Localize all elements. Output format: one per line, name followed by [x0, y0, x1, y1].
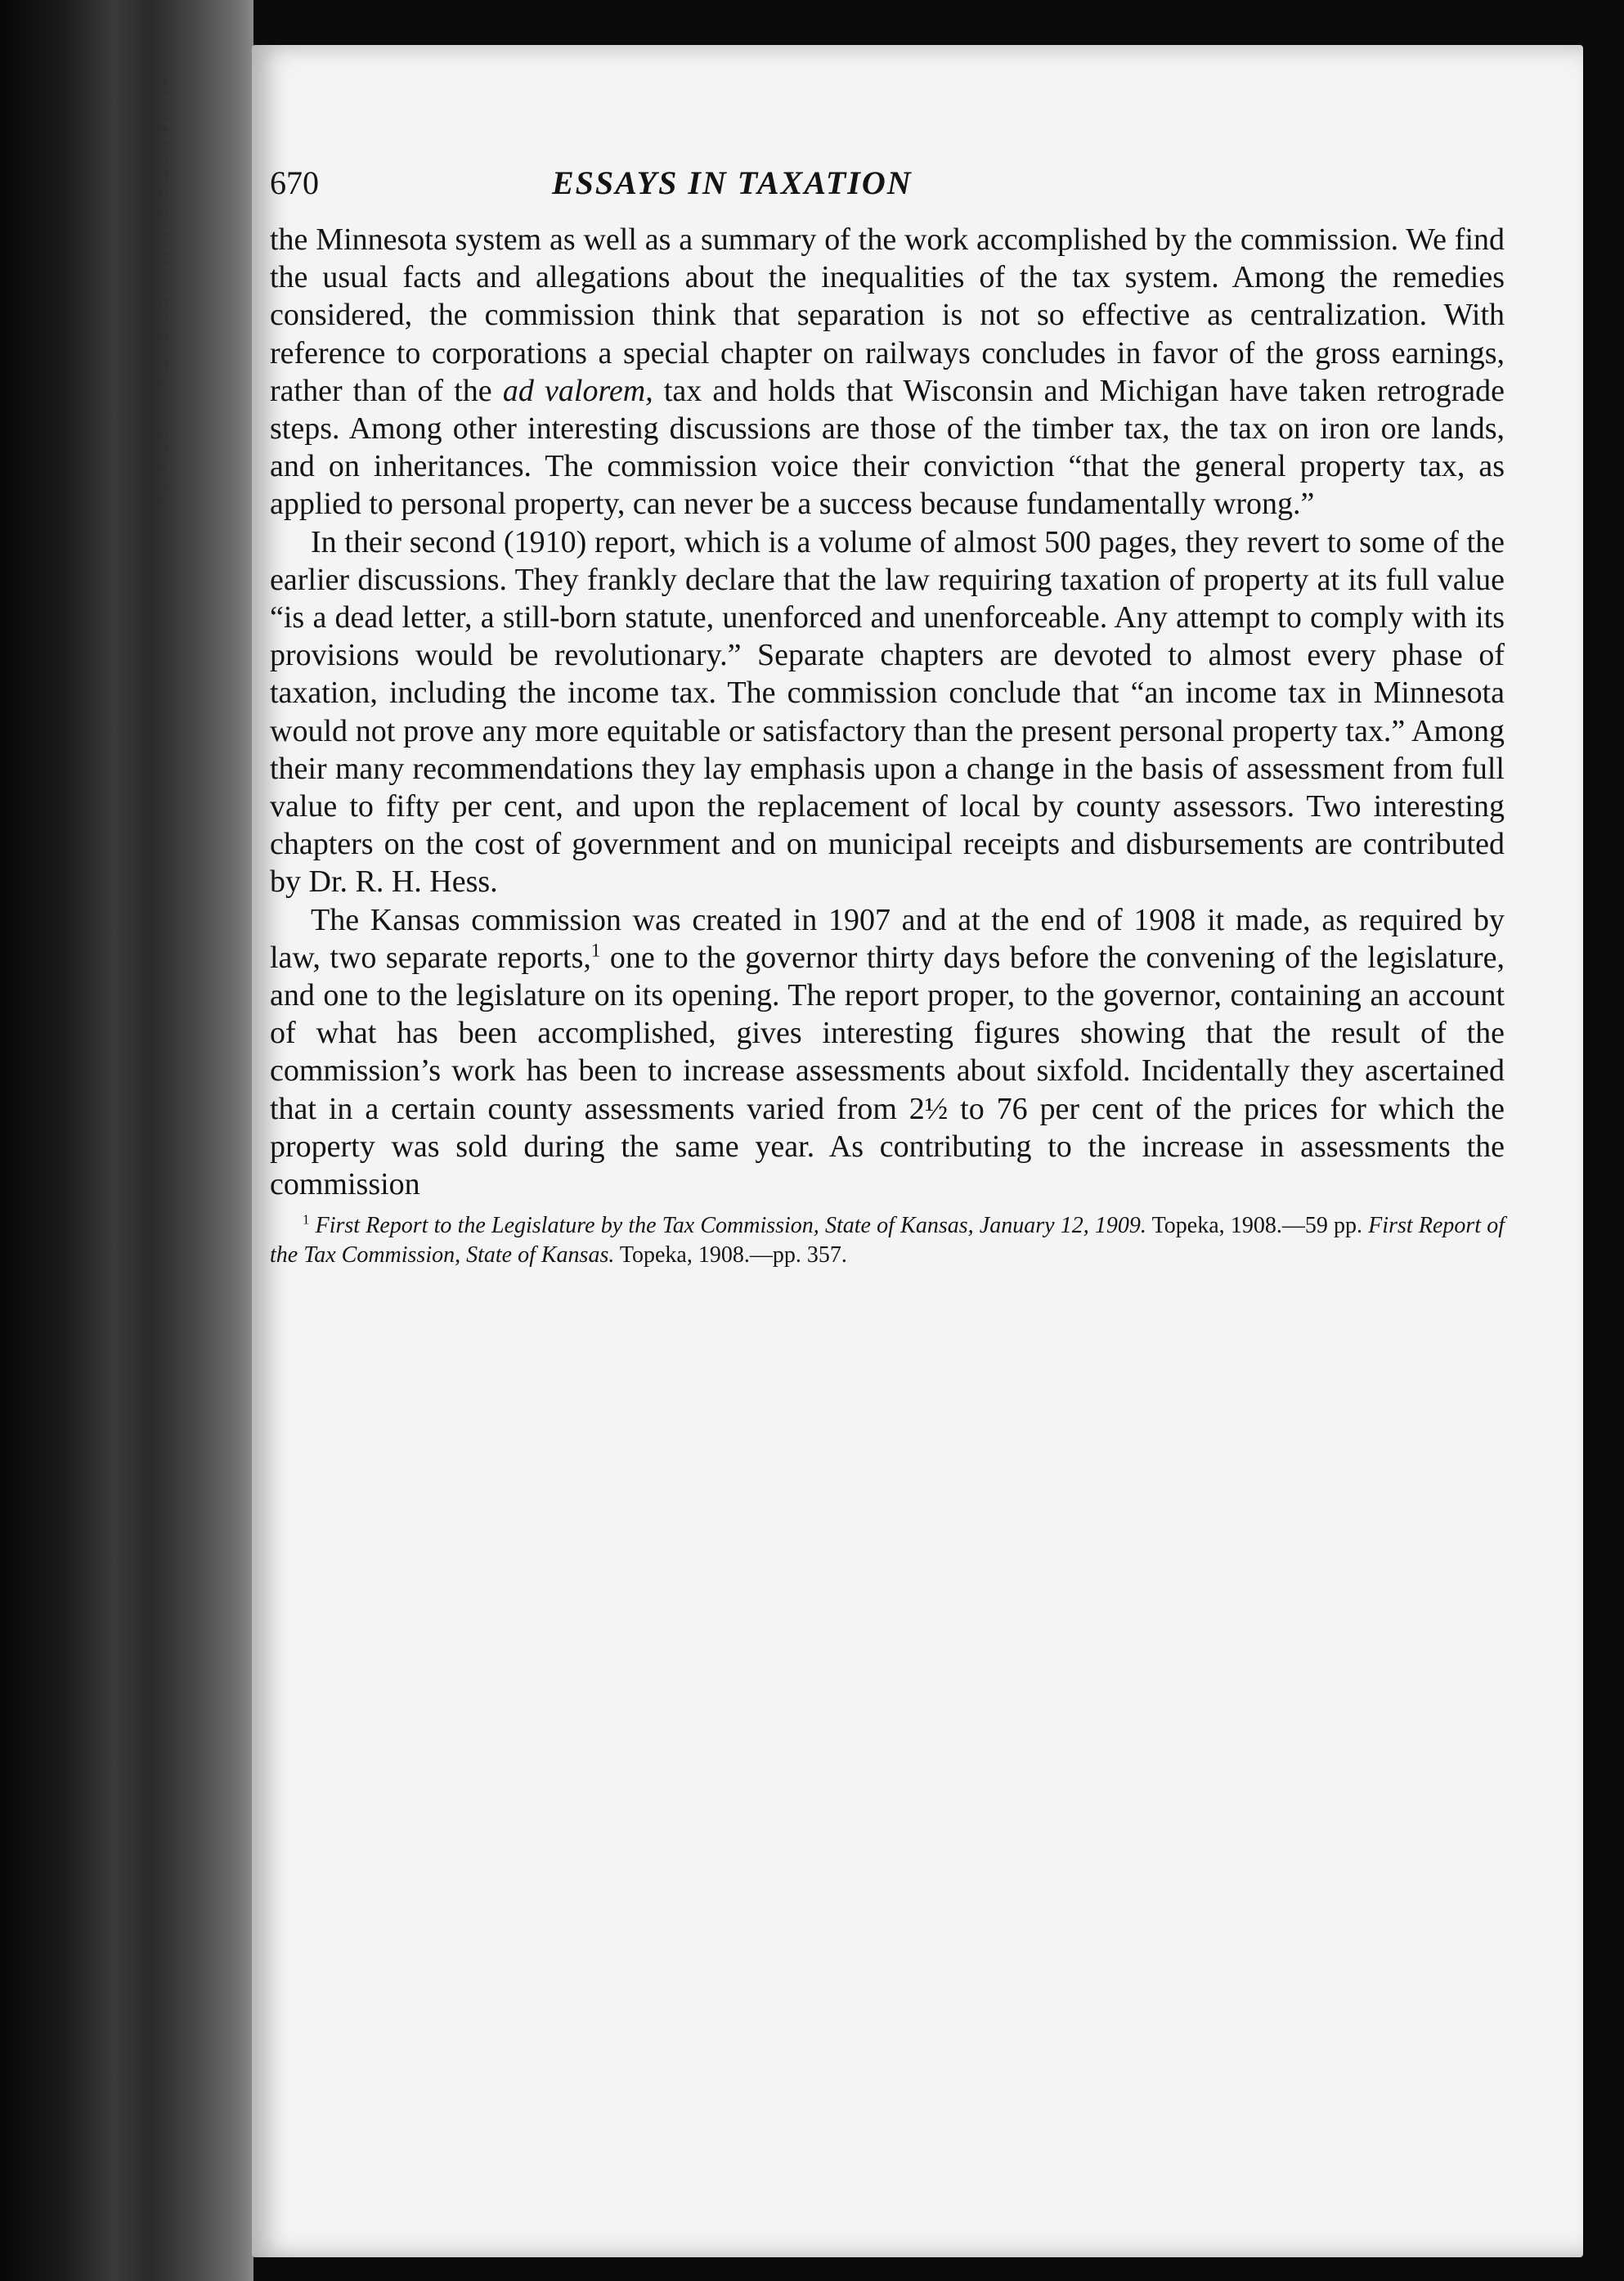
- text-run: Topeka, 1908.—59 pp.: [1146, 1213, 1369, 1239]
- text-run: tax and holds that Wisconsin and Michigan have taken retrograde steps. Among other interesting discussions are those of the timber tax, the tax on iron ore lands, and on inheritances. The commission voice their conviction “that the general property tax, as applied to personal property, can never be a success because fundamentally wrong.”: [270, 373, 1505, 522]
- library-stamp: McMASTER UNIVERSITY LIBRARY: [146, 78, 171, 511]
- italic-text: First Report to the Legislature by the Tax Commission, State of Kansas, January 12, 1909.: [315, 1213, 1146, 1239]
- book-binding-edge: [0, 0, 253, 2281]
- body-text: [270, 221, 1505, 1203]
- text-run: In their second (1910) report, which is a volume of almost 500 pages, they revert to some of the earlier discussions. They frankly declare that the law requiring taxation of property at its full value “is a dead letter, a still-born statute, unenforced and unenforceable. Any attempt to comply with its provisions would be revolutionary.” Separate chapters are devoted to almost every phase of taxation, including the income tax. The commission conclude that “an income tax in Minnesota would not prove any more equitable or satisfactory than the present personal property tax.” Among their many recommendations they lay emphasis upon a change in the basis of assessment from full value to fifty per cent, and upon the replacement of local by county assessors. Two interesting chapters on the cost of government and on municipal receipts and disbursements are contributed by Dr. R. H. Hess.: [270, 524, 1505, 900]
- footnote-marker: 1: [590, 940, 601, 961]
- footnote-marker: 1: [303, 1211, 310, 1228]
- paragraph: [270, 221, 1505, 523]
- text-run: Topeka, 1908.—pp. 357.: [614, 1242, 847, 1268]
- paragraph: [270, 523, 1505, 901]
- text-run: The Kansas commission was created in 1907 and at the end of 1908 it made, as required by law, two separate reports,: [270, 902, 1505, 975]
- running-title: ESSAYS IN TAXATION: [552, 164, 913, 201]
- footnotes: [270, 1211, 1505, 1270]
- text-run: one to the governor thirty days before the convening of the legislature, and one to the legislature on its opening. The report proper, to the governor, containing an account of what has been accomplished, gives interesting figures showing that the result of the commission’s work has been to increase assessments about sixfold. Incidentally they ascertained that in a certain county assessments varied from 2½ to 76 per cent of the prices for which the property was sold during the same year. As contributing to the increase in assessments the commission: [270, 940, 1505, 1202]
- page-number: 670: [270, 164, 319, 201]
- italic-text: First Report of the Tax Commission, State of Kansas.: [270, 1213, 1505, 1268]
- page-content: [270, 164, 1505, 1270]
- text-run: [309, 1213, 315, 1238]
- footnote: [270, 1211, 1505, 1270]
- paragraph: [270, 901, 1505, 1204]
- italic-text: ad valorem,: [502, 373, 653, 408]
- text-run: the Minnesota system as well as a summary of the work accomplished by the commission. We find the usual facts and allegations about the inequalities of the tax system. Among the remedies considered, the commission think that separation is not so effective as centralization. With reference to corporations a special chapter on railways concludes in favor of the gross earnings, rather than of the: [270, 222, 1505, 408]
- running-head: [270, 164, 1505, 221]
